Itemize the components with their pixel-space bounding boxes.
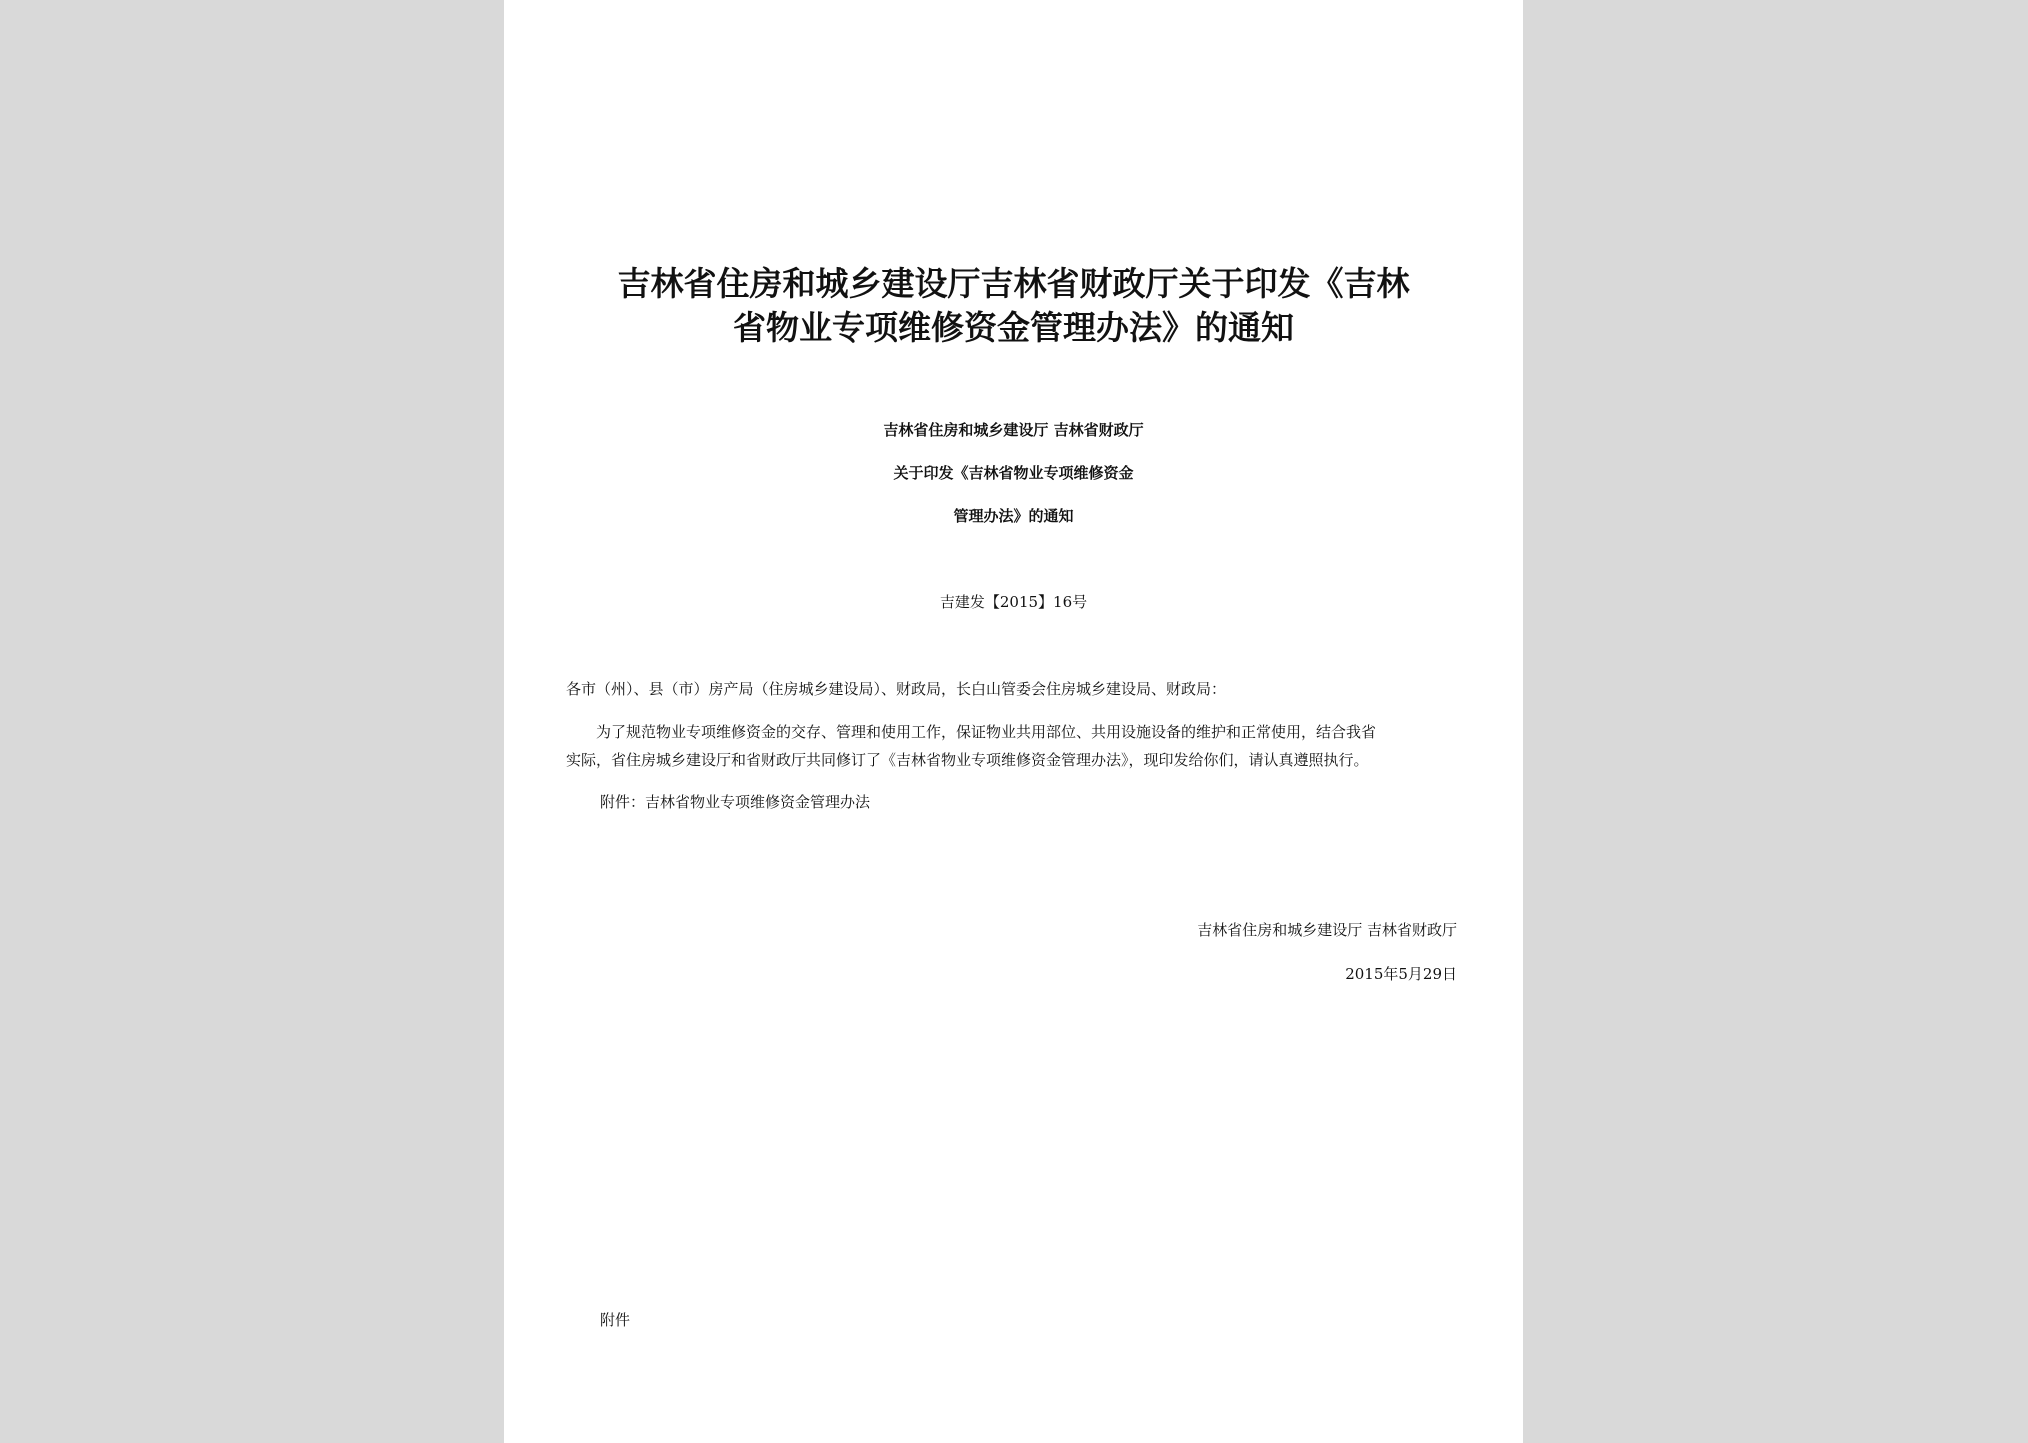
issue-date: 2015年5月29日 <box>1345 965 1457 983</box>
body-paragraph <box>566 718 1466 774</box>
subtitle-line-1: 吉林省住房和城乡建设厅 吉林省财政厅 <box>883 421 1144 439</box>
subtitle-line-3: 管理办法》的通知 <box>953 507 1074 525</box>
main-title <box>544 262 1483 350</box>
main-title-line-1: 吉林省住房和城乡建设厅吉林省财政厅关于印发《吉林 <box>617 264 1410 303</box>
subtitle-block <box>504 418 1523 547</box>
body-line-1: 为了规范物业专项维修资金的交存、管理和使用工作，保证物业共用部位、共用设施设备的维护和正常使用，结合我省 <box>596 723 1377 741</box>
document-number: 吉建发【2015】16号 <box>939 593 1088 611</box>
body-line-2: 实际，省住房城乡建设厅和省财政厅共同修订了《吉林省物业专项维修资金管理办法》，现印发给你们，请认真遵照执行。 <box>566 751 1369 769</box>
subtitle-line-2: 关于印发《吉林省物业专项维修资金 <box>893 464 1134 482</box>
recipients-line: 各市（州）、县（市）房产局（住房城乡建设局）、财政局，长白山管委会住房城乡建设局、财政局： <box>566 680 1227 698</box>
attachment-line: 附件：吉林省物业专项维修资金管理办法 <box>600 793 871 811</box>
signer: 吉林省住房和城乡建设厅 吉林省财政厅 <box>1197 921 1457 939</box>
main-title-line-2: 省物业专项维修资金管理办法》的通知 <box>733 308 1294 347</box>
document-page <box>504 0 1523 1443</box>
footer-attachment-label: 附件 <box>600 1311 631 1329</box>
